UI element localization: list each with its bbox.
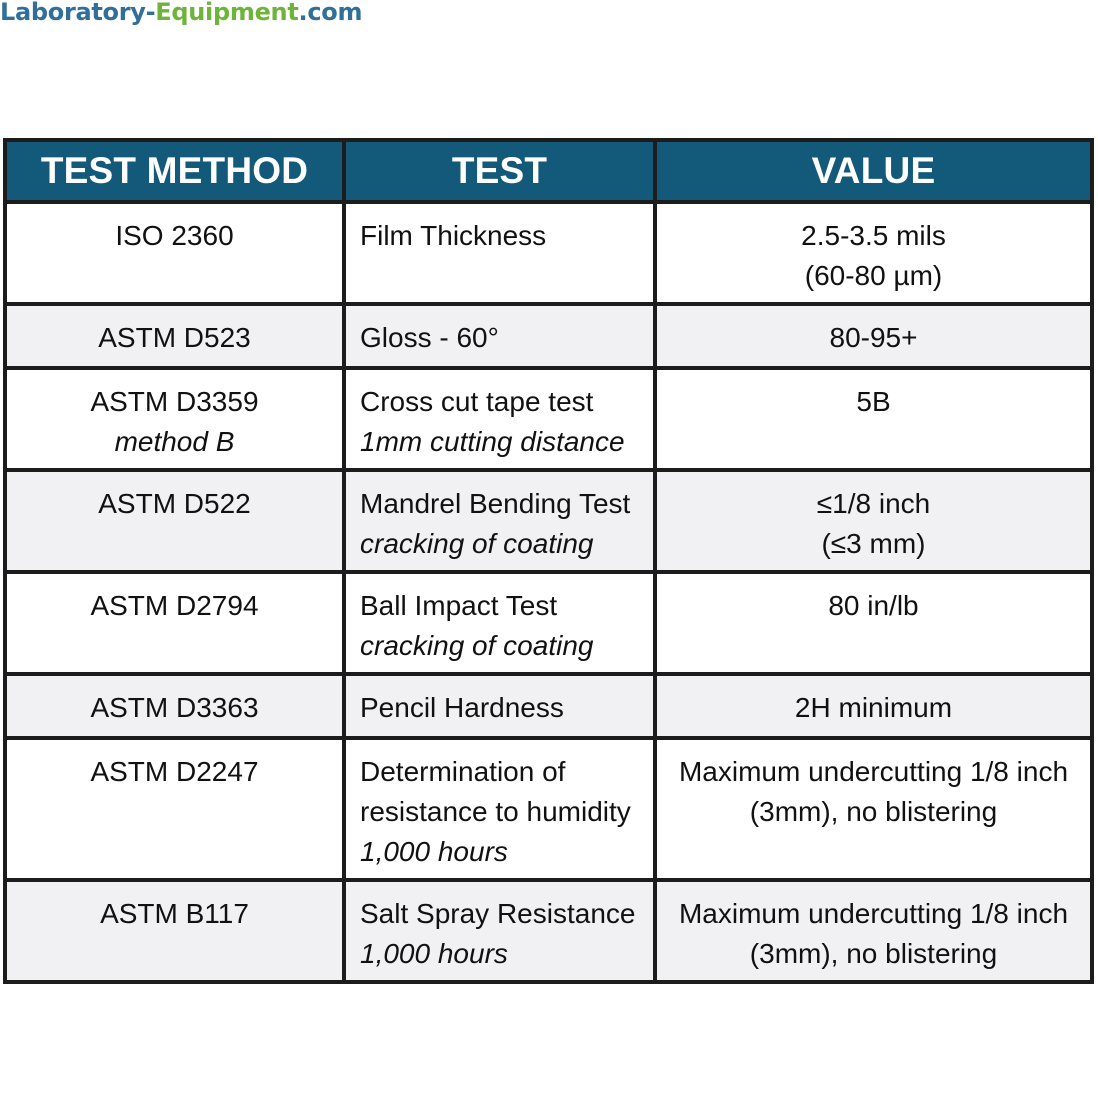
method-cell xyxy=(5,470,344,572)
test-cell xyxy=(344,674,655,738)
test-cell xyxy=(344,304,655,368)
value-cell xyxy=(655,368,1092,470)
test-detail: 1,000 hours xyxy=(360,836,508,867)
table-header-row xyxy=(5,140,1092,202)
header-test: TEST xyxy=(344,140,655,202)
table-row xyxy=(5,304,1092,368)
test-cell xyxy=(344,470,655,572)
method-cell xyxy=(5,880,344,982)
value-cell xyxy=(655,674,1092,738)
value-cell xyxy=(655,202,1092,304)
value-primary: 80 in/lb xyxy=(828,590,919,621)
value-cell xyxy=(655,572,1092,674)
header-value: VALUE xyxy=(655,140,1092,202)
test-name-continued: resistance to humidity xyxy=(360,796,631,827)
test-name: Determination of xyxy=(360,756,566,787)
table-row xyxy=(5,368,1092,470)
test-cell xyxy=(344,202,655,304)
table-row xyxy=(5,470,1092,572)
value-primary: 80-95+ xyxy=(829,322,918,353)
value-secondary: (3mm), no blistering xyxy=(749,938,998,969)
logo-text-laboratory: Laboratory- xyxy=(0,0,156,26)
header-test-method: TEST METHOD xyxy=(5,140,344,202)
method-code: ASTM D2794 xyxy=(90,590,259,621)
table-row xyxy=(5,880,1092,982)
table-row xyxy=(5,202,1092,304)
method-code: ASTM D523 xyxy=(98,322,251,353)
logo-text-com: .com xyxy=(298,0,363,26)
method-cell xyxy=(5,738,344,880)
method-cell xyxy=(5,202,344,304)
value-primary: 5B xyxy=(856,386,891,417)
method-cell xyxy=(5,368,344,470)
test-name: Gloss - 60° xyxy=(360,322,499,353)
value-secondary: (60-80 µm) xyxy=(804,260,943,291)
method-cell xyxy=(5,304,344,368)
method-code: ASTM D2247 xyxy=(90,756,259,787)
test-name: Pencil Hardness xyxy=(360,692,564,723)
method-cell xyxy=(5,572,344,674)
test-name: Ball Impact Test xyxy=(360,590,558,621)
table-row xyxy=(5,674,1092,738)
value-cell xyxy=(655,880,1092,982)
value-primary: 2H minimum xyxy=(794,692,953,723)
table-row xyxy=(5,738,1092,880)
test-name: Cross cut tape test xyxy=(360,386,594,417)
value-primary: Maximum undercutting 1/8 inch xyxy=(678,756,1069,787)
method-code: ASTM D522 xyxy=(98,488,251,519)
method-code: ISO 2360 xyxy=(115,220,234,251)
test-cell xyxy=(344,738,655,880)
value-cell xyxy=(655,470,1092,572)
value-cell xyxy=(655,304,1092,368)
method-cell xyxy=(5,674,344,738)
test-detail: 1,000 hours xyxy=(360,938,508,969)
value-primary: ≤1/8 inch xyxy=(816,488,931,519)
test-spec-table xyxy=(3,138,1094,984)
test-name: Salt Spray Resistance xyxy=(360,898,636,929)
test-cell xyxy=(344,880,655,982)
method-code: ASTM B117 xyxy=(100,898,249,929)
value-secondary: (3mm), no blistering xyxy=(749,796,998,827)
test-detail: cracking of coating xyxy=(360,630,594,661)
method-variant: method B xyxy=(114,426,235,457)
table-row xyxy=(5,572,1092,674)
test-detail: 1mm cutting distance xyxy=(360,426,625,457)
value-primary: 2.5-3.5 mils xyxy=(801,220,946,251)
method-code: ASTM D3363 xyxy=(90,692,259,723)
test-detail: cracking of coating xyxy=(360,528,594,559)
test-name: Mandrel Bending Test xyxy=(360,488,631,519)
site-logo[interactable] xyxy=(0,0,362,26)
value-secondary: (≤3 mm) xyxy=(821,528,926,559)
test-name: Film Thickness xyxy=(360,220,547,251)
value-primary: Maximum undercutting 1/8 inch xyxy=(678,898,1069,929)
method-code: ASTM D3359 xyxy=(90,386,259,417)
value-cell xyxy=(655,738,1092,880)
test-cell xyxy=(344,572,655,674)
test-cell xyxy=(344,368,655,470)
logo-text-equipment: Equipment xyxy=(155,0,299,26)
